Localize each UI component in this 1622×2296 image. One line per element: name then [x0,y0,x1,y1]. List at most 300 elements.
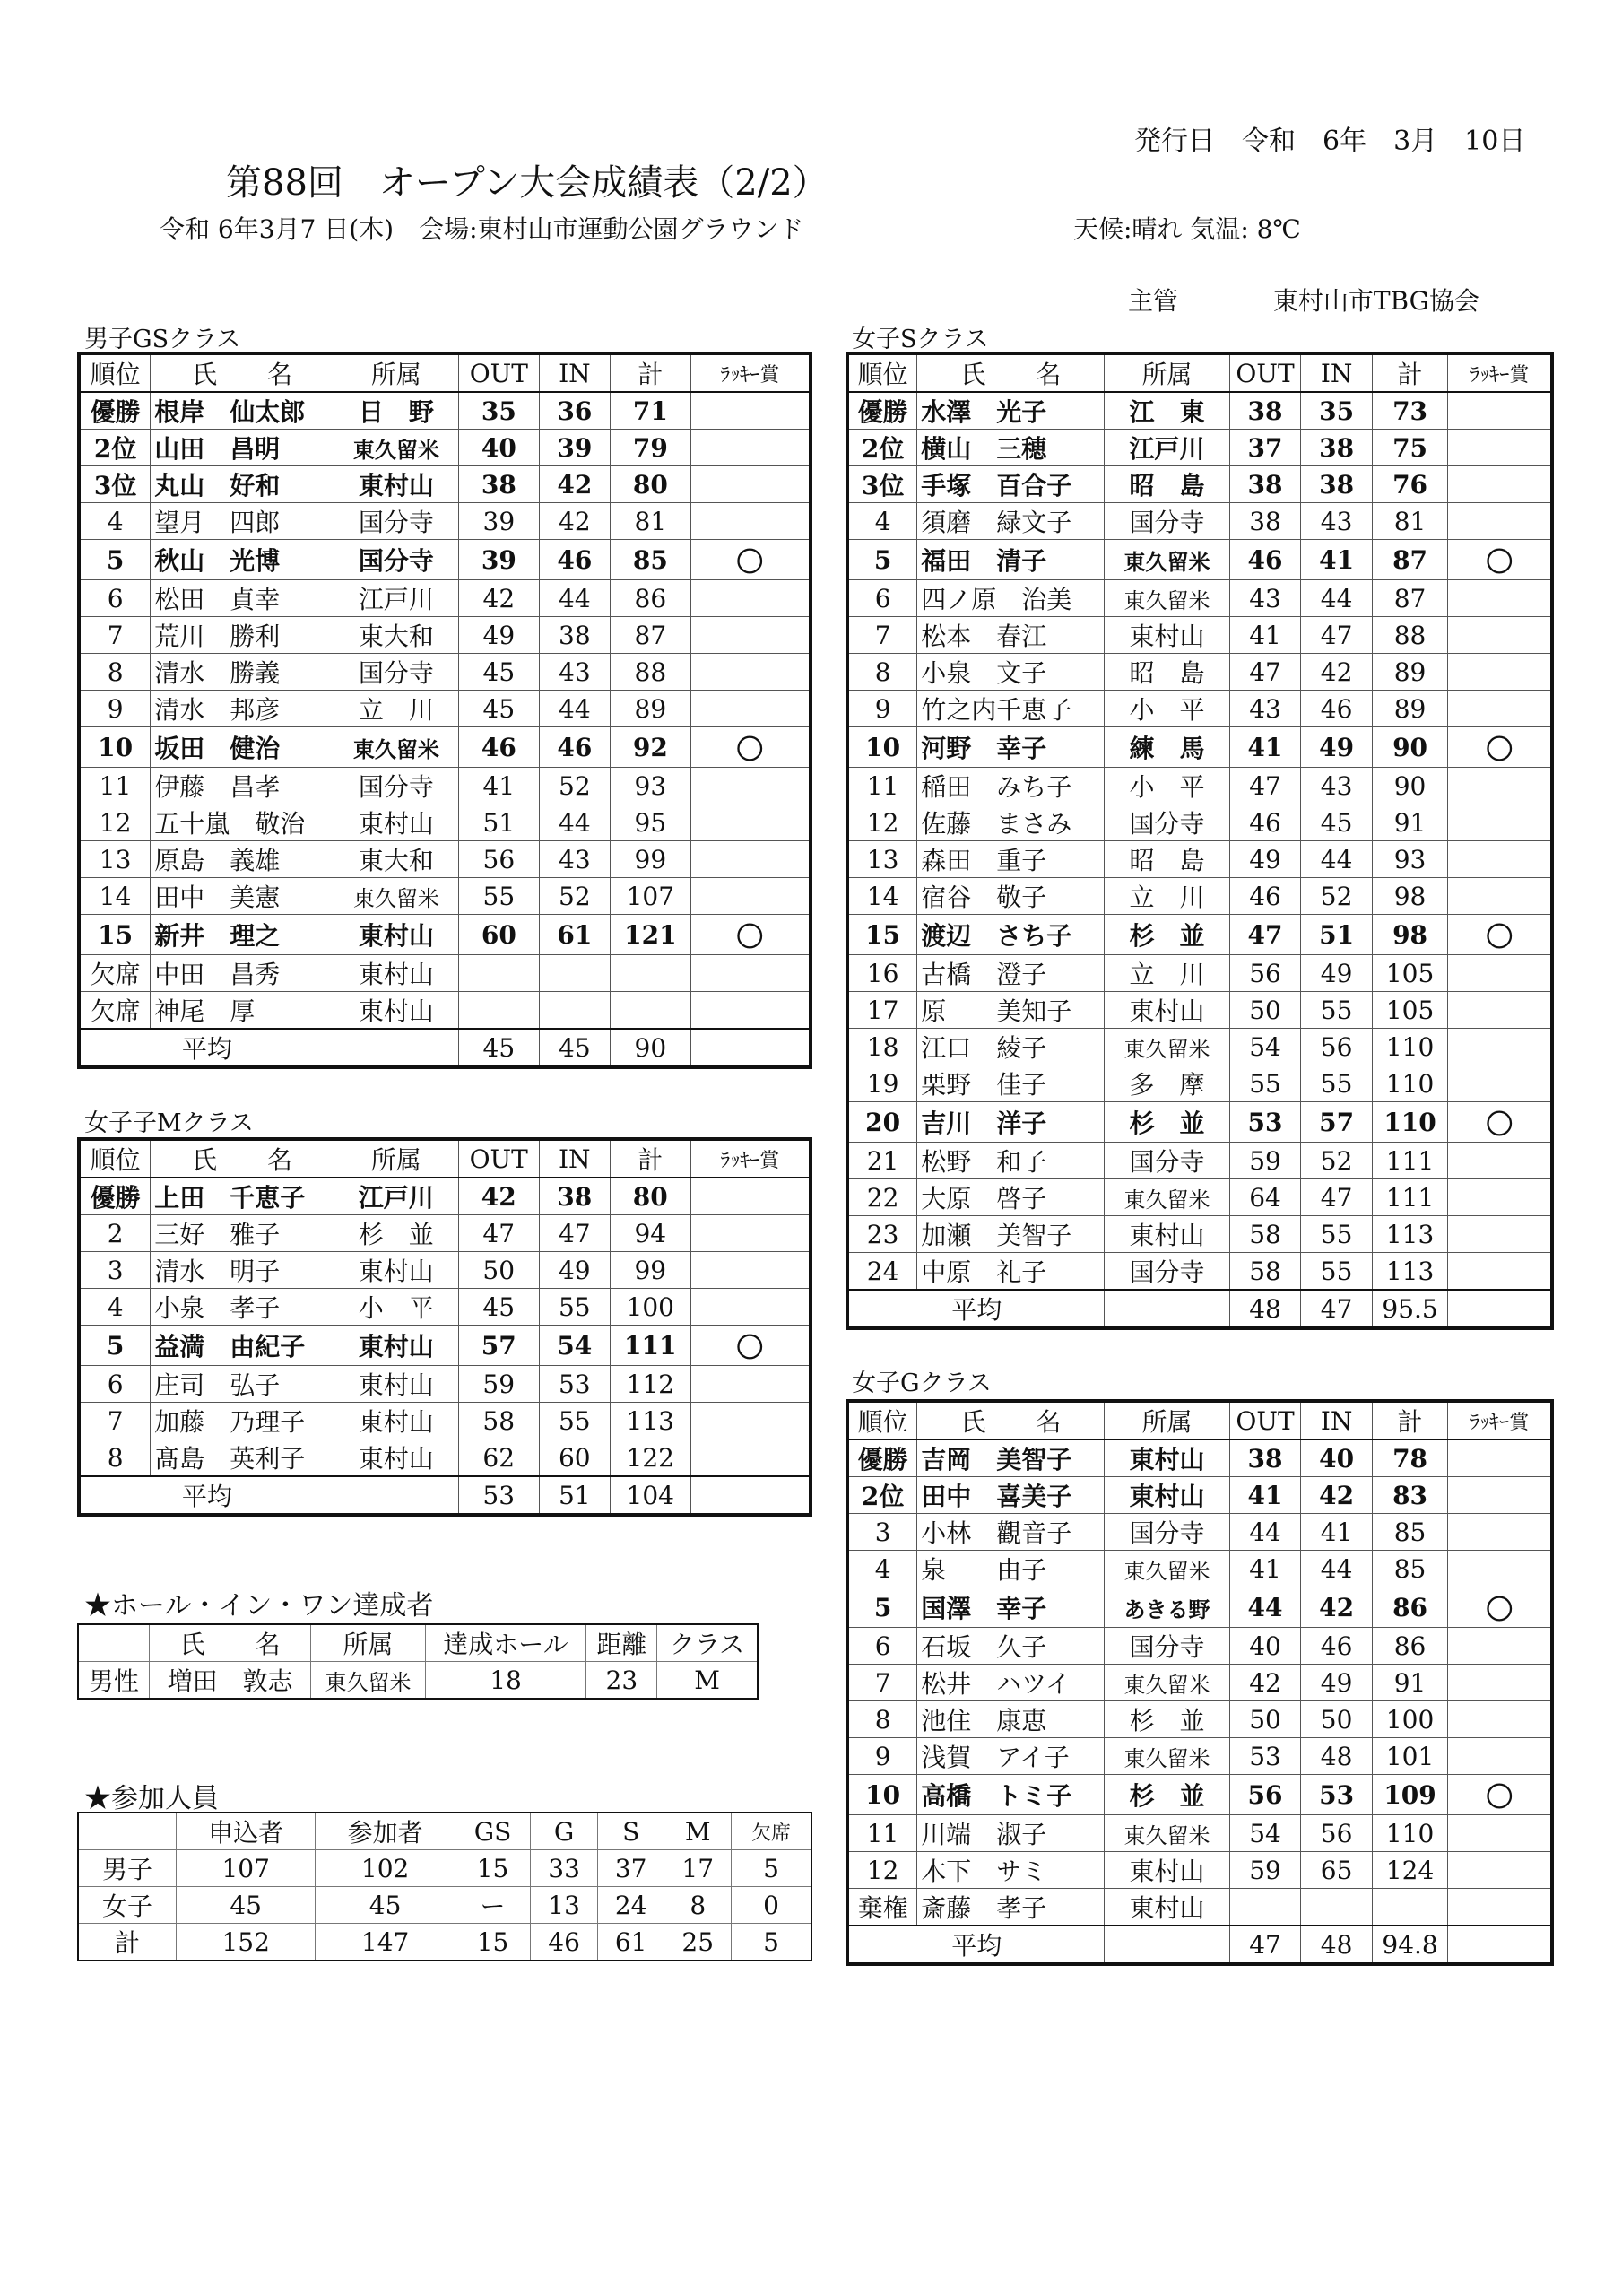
column-header [78,1624,149,1662]
club-cell: 杉 並 [1105,1701,1229,1738]
name-cell: 新井 理之 [151,915,334,955]
name-cell: 秋山 光博 [151,540,334,580]
average-out: 47 [1229,1926,1301,1964]
column-header: 計 [610,1139,690,1178]
total-score-cell: 89 [1372,654,1448,691]
total-score-cell: 105 [1372,992,1448,1029]
section-label-womens-s: 女子Sクラス [852,326,989,353]
club-cell: 立 川 [334,691,458,727]
club-cell: 東村山 [334,915,458,955]
in-score-cell: 50 [1301,1701,1372,1738]
name-cell: 川端 淑子 [917,1815,1105,1852]
club-cell: 東大和 [334,841,458,878]
table-row [79,992,811,1030]
rank-cell: 13 [847,841,917,878]
empty-cell [690,1029,811,1067]
table-row [79,1289,811,1326]
rank-cell: 17 [847,992,917,1029]
rank-cell: 2 [79,1215,151,1252]
out-score-cell: 39 [459,503,540,540]
column-header: ﾗｯｷｰ賞 [690,1139,811,1178]
table-row [847,841,1552,878]
name-cell: 吉川 洋子 [917,1102,1105,1143]
out-score-cell: 56 [1229,955,1301,992]
total-score-cell: 100 [1372,1701,1448,1738]
rank-cell: 10 [79,727,151,768]
rank-cell: 16 [847,955,917,992]
data-cell: M [657,1662,758,1700]
table-row [79,955,811,992]
lucky-prize-cell [1448,466,1552,503]
club-cell: 東村山 [334,1252,458,1289]
total-score-cell: 71 [611,392,691,430]
club-cell: 東村山 [334,466,458,503]
in-score-cell: 46 [1301,691,1372,727]
in-score-cell: 46 [539,727,610,768]
in-score-cell: 44 [539,804,610,841]
name-cell: 斎藤 孝子 [917,1889,1105,1926]
organizer-name: 東村山市TBG協会 [1272,286,1479,316]
in-score-cell: 52 [1301,1143,1372,1179]
lucky-prize-cell: 〇 [690,915,811,955]
total-score-cell: 111 [610,1326,690,1366]
column-header: ﾗｯｷｰ賞 [690,353,811,392]
participants-label: ★参加人員 [84,1783,219,1814]
total-score-cell: 85 [1372,1514,1448,1551]
rank-cell: 11 [847,1815,917,1852]
header-row [78,1813,811,1850]
name-cell: 中田 昌秀 [151,955,334,992]
out-score-cell: 45 [459,691,540,727]
name-cell: 小泉 文子 [917,654,1105,691]
column-header: 計 [1372,353,1448,392]
average-out: 53 [458,1476,539,1515]
club-cell: 東村山 [334,1403,458,1439]
club-cell: 小 平 [1105,691,1229,727]
womens-g-table [846,1399,1554,1966]
name-cell: 浅賀 アイ子 [917,1738,1105,1775]
rank-cell: 優勝 [79,1178,151,1215]
club-cell: 国分寺 [1105,1143,1229,1179]
club-cell: 多 摩 [1105,1065,1229,1102]
table-row [79,878,811,915]
total-score-cell: 83 [1372,1477,1448,1514]
in-score-cell [1301,1889,1372,1926]
total-score-cell: 85 [611,540,691,580]
in-score-cell: 36 [539,392,610,430]
column-header: OUT [1229,1401,1301,1439]
total-score-cell: 91 [1372,804,1448,841]
section-label-mens-gs: 男子GSクラス [84,326,241,353]
out-score-cell: 58 [1229,1216,1301,1253]
club-cell: 東村山 [1105,1216,1229,1253]
in-score-cell: 44 [539,691,610,727]
lucky-prize-cell [690,768,811,804]
rank-cell: 8 [847,1701,917,1738]
name-cell: 神尾 厚 [151,992,334,1030]
column-header: M [664,1813,732,1850]
out-score-cell: 53 [1229,1738,1301,1775]
lucky-prize-cell [690,1366,811,1403]
data-cell: 0 [732,1887,811,1924]
header-row [78,1624,758,1662]
name-cell: 加藤 乃理子 [151,1403,334,1439]
lucky-prize-cell [1448,955,1552,992]
column-header: 計 [1372,1401,1448,1439]
lucky-prize-cell [690,503,811,540]
rank-cell: 6 [847,580,917,617]
name-cell: 小林 觀音子 [917,1514,1105,1551]
total-score-cell: 98 [1372,915,1448,955]
lucky-prize-cell [1448,1253,1552,1291]
weather-info: 天候:晴れ 気温: 8℃ [1073,214,1301,244]
column-header: OUT [459,353,540,392]
in-score-cell: 48 [1301,1738,1372,1775]
empty-cell [1105,1926,1229,1964]
name-cell: 佐藤 まさみ [917,804,1105,841]
event-info: 令和 6年3月7 日(木) 会場:東村山市運動公園グラウンド [160,214,804,244]
rank-cell: 5 [847,540,917,580]
out-score-cell: 57 [458,1326,539,1366]
name-cell: 手塚 百合子 [917,466,1105,503]
club-cell: 東久留米 [1105,1179,1229,1216]
name-cell: 宿谷 敬子 [917,878,1105,915]
name-cell: 江口 綾子 [917,1029,1105,1065]
lucky-prize-cell [1448,1701,1552,1738]
club-cell: 杉 並 [1105,915,1229,955]
table-row [847,654,1552,691]
rank-cell: 11 [847,768,917,804]
total-score-cell: 94 [610,1215,690,1252]
lucky-prize-cell [1448,1665,1552,1701]
table-row [79,392,811,430]
lucky-prize-cell [1448,392,1552,430]
total-score-cell: 111 [1372,1143,1448,1179]
total-score-cell: 76 [1372,466,1448,503]
club-cell: 江 東 [1105,392,1229,430]
data-cell: 107 [176,1850,315,1887]
out-score-cell: 50 [1229,992,1301,1029]
name-cell: 森田 重子 [917,841,1105,878]
total-score-cell: 89 [611,691,691,727]
rank-cell: 3位 [847,466,917,503]
in-score-cell: 46 [539,540,610,580]
name-cell: 坂田 健治 [151,727,334,768]
club-cell: 東久留米 [1105,540,1229,580]
name-cell: 泉 由子 [917,1551,1105,1587]
rank-cell: 4 [79,503,151,540]
lucky-prize-cell [1448,654,1552,691]
club-cell: 東村山 [1105,1852,1229,1889]
name-cell: 伊藤 昌孝 [151,768,334,804]
table-row [847,1179,1552,1216]
lucky-prize-cell [690,992,811,1030]
data-cell: 23 [586,1662,657,1700]
in-score-cell: 44 [539,580,610,617]
in-score-cell: 43 [1301,503,1372,540]
rank-cell: 10 [847,727,917,768]
column-header: 氏 名 [149,1624,311,1662]
in-score-cell: 55 [1301,992,1372,1029]
out-score-cell: 38 [1229,1439,1301,1477]
out-score-cell: 60 [459,915,540,955]
table-row [78,1924,811,1961]
table-row [847,1775,1552,1815]
average-row [79,1029,811,1067]
lucky-prize-cell [690,1403,811,1439]
table-row [847,580,1552,617]
data-cell: 102 [316,1850,455,1887]
in-score-cell: 49 [1301,1665,1372,1701]
total-score-cell: 81 [611,503,691,540]
lucky-prize-cell [690,654,811,691]
lucky-prize-cell [690,1215,811,1252]
table-row [847,1889,1552,1926]
rank-cell: 9 [79,691,151,727]
rank-cell: 12 [847,804,917,841]
name-cell: 古橋 澄子 [917,955,1105,992]
column-header: OUT [1229,353,1301,392]
in-score-cell: 45 [1301,804,1372,841]
issue-date: 発行日 令和 6年 3月 10日 [1134,126,1526,157]
rank-cell: 棄権 [847,1889,917,1926]
table-row [79,1403,811,1439]
out-score-cell: 55 [1229,1065,1301,1102]
out-score-cell: 39 [459,540,540,580]
section-label-womens-g: 女子Gクラス [852,1370,992,1397]
table-row [847,727,1552,768]
table-row [847,804,1552,841]
table-row [847,768,1552,804]
rank-cell: 4 [847,503,917,540]
in-score-cell: 55 [539,1403,610,1439]
lucky-prize-cell [1448,1439,1552,1477]
lucky-prize-cell [1448,992,1552,1029]
lucky-prize-cell: 〇 [1448,1587,1552,1628]
out-score-cell [459,955,540,992]
lucky-prize-cell [1448,1029,1552,1065]
total-score-cell: 110 [1372,1815,1448,1852]
table-row [847,1216,1552,1253]
table-row [847,915,1552,955]
average-out: 45 [459,1029,540,1067]
lucky-prize-cell [1448,1065,1552,1102]
organizer-label: 主管 [1128,286,1179,316]
out-score-cell: 47 [1229,768,1301,804]
table-row [79,727,811,768]
table-row [847,955,1552,992]
table-row [79,654,811,691]
table-row [78,1850,811,1887]
rank-cell: 5 [79,540,151,580]
rank-cell: 7 [847,617,917,654]
total-score-cell: 93 [1372,841,1448,878]
total-score-cell: 113 [1372,1216,1448,1253]
table-row [847,1551,1552,1587]
lucky-prize-cell [1448,1852,1552,1889]
rank-cell: 欠席 [79,955,151,992]
lucky-prize-cell [690,878,811,915]
lucky-prize-cell [690,955,811,992]
total-score-cell: 89 [1372,691,1448,727]
in-score-cell: 55 [1301,1253,1372,1291]
rank-cell: 5 [79,1326,151,1366]
in-score-cell: 55 [1301,1065,1372,1102]
rank-cell: 20 [847,1102,917,1143]
table-row [847,691,1552,727]
average-label: 平均 [847,1290,1105,1328]
header-row [847,1401,1552,1439]
out-score-cell: 53 [1229,1102,1301,1143]
table-row [79,1178,811,1215]
club-cell: 東久留米 [1105,1551,1229,1587]
total-score-cell: 99 [611,841,691,878]
out-score-cell: 41 [1229,617,1301,654]
column-header: 順位 [79,353,151,392]
club-cell: 東久留米 [1105,1665,1229,1701]
rank-cell: 18 [847,1029,917,1065]
table-row [847,540,1552,580]
out-score-cell: 37 [1229,430,1301,466]
rank-cell: 21 [847,1143,917,1179]
out-score-cell: 42 [1229,1665,1301,1701]
in-score-cell: 44 [1301,580,1372,617]
lucky-prize-cell: 〇 [1448,1102,1552,1143]
total-score-cell: 105 [1372,955,1448,992]
table-row [847,1029,1552,1065]
rank-cell: 3位 [79,466,151,503]
out-score-cell: 64 [1229,1179,1301,1216]
name-cell: 稲田 みち子 [917,768,1105,804]
in-score-cell: 38 [539,617,610,654]
club-cell: 国分寺 [1105,503,1229,540]
out-score-cell [459,992,540,1030]
club-cell: 東久留米 [334,727,458,768]
total-score-cell: 124 [1372,1852,1448,1889]
in-score-cell: 41 [1301,540,1372,580]
out-score-cell: 45 [459,654,540,691]
rank-cell: 7 [79,1403,151,1439]
average-label: 平均 [79,1029,334,1067]
data-cell: 45 [176,1887,315,1924]
table-row [78,1887,811,1924]
club-cell: 東村山 [334,992,458,1030]
table-row [847,992,1552,1029]
name-cell: 丸山 好和 [151,466,334,503]
data-cell: 女子 [78,1887,176,1924]
in-score-cell: 47 [539,1215,610,1252]
total-score-cell: 109 [1372,1775,1448,1815]
out-score-cell: 35 [459,392,540,430]
table-row [847,1628,1552,1665]
club-cell: 杉 並 [1105,1102,1229,1143]
name-cell: 髙島 英利子 [151,1439,334,1477]
total-score-cell: 110 [1372,1029,1448,1065]
total-score-cell: 81 [1372,503,1448,540]
column-header: 順位 [847,1401,917,1439]
in-score-cell: 35 [1301,392,1372,430]
lucky-prize-cell [690,804,811,841]
average-in: 47 [1301,1290,1372,1328]
club-cell: 東久留米 [1105,1738,1229,1775]
name-cell: 加瀬 美智子 [917,1216,1105,1253]
club-cell: 立 川 [1105,878,1229,915]
in-score-cell: 55 [1301,1216,1372,1253]
out-score-cell [1229,1889,1301,1926]
name-cell: 木下 サミ [917,1852,1105,1889]
in-score-cell: 49 [1301,727,1372,768]
total-score-cell: 87 [1372,540,1448,580]
in-score-cell: 47 [1301,1179,1372,1216]
lucky-prize-cell [1448,878,1552,915]
lucky-prize-cell [690,1289,811,1326]
out-score-cell: 56 [459,841,540,878]
out-score-cell: 46 [1229,540,1301,580]
out-score-cell: 47 [1229,654,1301,691]
table-row [847,1477,1552,1514]
club-cell: 東村山 [334,1326,458,1366]
table-row [79,466,811,503]
rank-cell: 8 [79,654,151,691]
out-score-cell: 38 [1229,466,1301,503]
lucky-prize-cell [690,691,811,727]
name-cell: 清水 明子 [151,1252,334,1289]
out-score-cell: 41 [1229,1477,1301,1514]
name-cell: 根岸 仙太郎 [151,392,334,430]
name-cell: 須磨 緑文子 [917,503,1105,540]
data-cell: 147 [316,1924,455,1961]
rank-cell: 10 [847,1775,917,1815]
name-cell: 竹之内千恵子 [917,691,1105,727]
in-score-cell: 54 [539,1326,610,1366]
table-row [79,915,811,955]
name-cell: 中原 礼子 [917,1253,1105,1291]
total-score-cell: 110 [1372,1102,1448,1143]
in-score-cell: 53 [1301,1775,1372,1815]
club-cell: 東村山 [1105,1477,1229,1514]
in-score-cell: 40 [1301,1439,1372,1477]
table-row [79,430,811,466]
total-score-cell: 101 [1372,1738,1448,1775]
club-cell: 練 馬 [1105,727,1229,768]
rank-cell: 19 [847,1065,917,1102]
rank-cell: 23 [847,1216,917,1253]
in-score-cell: 47 [1301,617,1372,654]
rank-cell: 3 [79,1252,151,1289]
out-score-cell: 38 [459,466,540,503]
table-row [79,1439,811,1477]
total-score-cell [1372,1889,1448,1926]
column-header: IN [539,1139,610,1178]
page-title: 第88回 オープン大会成績表（2/2） [226,162,828,204]
average-total: 90 [611,1029,691,1067]
name-cell: 福田 清子 [917,540,1105,580]
table-row [79,503,811,540]
table-row [79,1252,811,1289]
in-score-cell: 44 [1301,1551,1372,1587]
rank-cell: 8 [847,654,917,691]
lucky-prize-cell [690,466,811,503]
rank-cell: 11 [79,768,151,804]
empty-cell [1448,1290,1552,1328]
lucky-prize-cell [1448,841,1552,878]
hole-in-one-table [77,1623,759,1700]
table-row [847,878,1552,915]
out-score-cell: 47 [1229,915,1301,955]
out-score-cell: 58 [1229,1253,1301,1291]
name-cell: 三好 雅子 [151,1215,334,1252]
lucky-prize-cell [690,430,811,466]
